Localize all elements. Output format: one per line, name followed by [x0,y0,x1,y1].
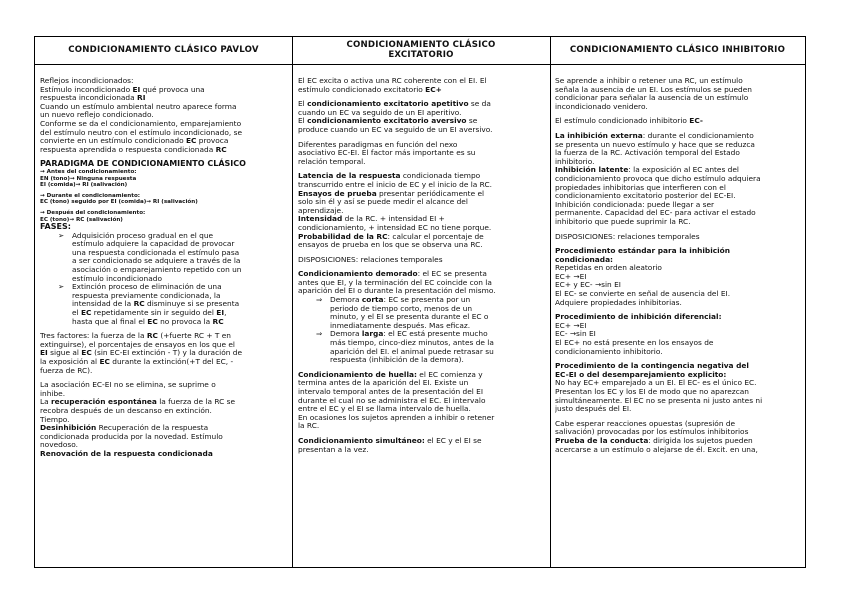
text-line: Latencia de la respuesta condicionada tiempo [298,171,481,181]
fases-list [40,232,288,327]
text-line: EC+ →EI [555,320,587,330]
text-line: Desinhibición Recuperación de la respuesta [40,423,209,433]
text-line: Reflejos incondicionados: [40,77,134,85]
list-item: ⇒ Demora larga: el EC está presente mucho más tiempo, cinco-diez minutos, antes de la aparición del EI. el animal puede retrasar su respuesta (inhibición de la demora). [316,329,494,365]
header-inhibitorio [550,45,805,55]
text-line: No hay EC+ emparejado a un EI. El EC- es el único EC. [555,378,757,388]
text-line: un nuevo reflejo condicionado. [40,110,154,120]
text-line: El EC excita o activa una RC coherente con el EI. El [298,77,487,85]
fases-heading: FASES: [40,222,71,232]
text-line: relación temporal. [298,156,366,166]
text-line: Cuando un estímulo ambiental neutro aparece forma [40,101,237,111]
header-pavlov [35,45,292,55]
text-line: presentan a la vez. [298,444,369,454]
text-line: condicionamiento, + intensidad EC no tiene porque. [298,222,492,232]
list-item: ➢ Extinción proceso de eliminación de una respuesta previamente condicionada, la intensidad de la RC disminuye si se presenta el EC repetidamente sin ir seguido del EI, hasta que al final el EC no provoca la RC [58,282,240,326]
text-line: justo después del EI. [555,404,632,414]
text-line: convierte en un estímulo condicionado EC provoca [40,136,229,146]
text-line: entre el EC y el EI se llama intervalo de huella. [298,404,471,414]
header-pavlov-text: CONDICIONAMIENTO CLÁSICO PAVLOV [68,45,259,55]
text-line: asociativo EC-EI. El factor más importante es su [298,148,476,158]
bullet-icon: ➢ [58,282,65,292]
text-line: condicionar para señalar la ausencia de un estímulo [555,93,749,103]
text-line: ensayos de prueba en los que se observa una RC. [298,240,483,250]
text-line: EC+ y EC- →sin EI [555,280,621,290]
header-inhibitorio-text: CONDICIONAMIENTO CLÁSICO INHIBITORIO [569,45,786,55]
text-line: Condicionamiento simultáneo: el EC y el EI se [298,435,482,445]
text-line: Estímulo incondicionado EI qué provoca una [40,84,205,94]
section-heading: condicionada: [555,254,614,264]
header-excitatorio [292,40,550,60]
text-line: estímulo condicionado excitatorio EC+ [298,84,442,94]
text-line: La recuperación espontánea la fuerza de la RC se [40,397,235,407]
text-line: novedoso. [40,440,78,450]
text-line: Renovación de la respuesta condicionada [40,448,213,458]
section-heading: Procedimiento estándar para la inhibición [555,246,730,256]
text-line: La inhibición externa: durante el condicionamiento [555,130,754,140]
arrow-icon: ⇒ [316,329,323,339]
text-line: la fuerza de la RC. Activación temporal del Estado [555,148,740,158]
text-line: Intensidad de la RC. + intensidad EI + [298,214,445,224]
paradigm-step: → Después del condicionamiento: [40,209,146,216]
text-line: señala la ausencia de un EI. Los estímulos se pueden [555,84,752,94]
text-line: fuerza de RC). [40,365,93,375]
text-line: Presentan los EC y los EI de modo que no aparezcan [555,387,749,396]
column-excitatorio [298,77,546,565]
text-line: durante el cual no se administra el EC. El intervalo [298,395,486,405]
text-line: condicionamiento excitatorio posterior del EC-EI. [555,191,736,201]
arrow-icon: ⇒ [316,295,323,305]
text-line: EI sigue al EC (sin EC-EI extinción - T) y la duración de [40,348,242,358]
list-item: ➢ Adquisición proceso gradual en el que estímulo adquiere la capacidad de provocar una respuesta condicionada el estímulo pasa a ser condicionado se adquiere a través de la asociación o emparejamiento repetido con un estímulo incondicionado [58,230,242,283]
text-line: se presenta un nuevo estímulo y hace que se reduzca [555,139,755,149]
text-line: acercarse a un estímulo o alejarse de él. Excit. en una, [555,444,758,454]
header-excitatorio-line2: EXCITATORIO [388,50,454,60]
text-line: En ocasiones los sujetos aprenden a inhibir o retener [298,412,495,422]
text-line: aparición del EI o durante la presentación del mismo. [298,286,496,296]
text-line: Repetidas en orden aleatorio [555,263,662,273]
text-line: Se aprende a inhibir o retener una RC, un estímulo [555,77,743,85]
text-line: condicionada producida por la novedad. Estímulo [40,431,223,441]
text-line: DISPOSICIONES: relaciones temporales [298,254,443,264]
paradigm-step: EC (tono) seguido por EI (comida)→ RI (salivación) [40,199,198,206]
paradigm-step: → Antes del condicionamiento: [40,168,137,175]
text-line: recobra después de un descanso en extinción. [40,405,212,415]
bullet-icon: ➢ [58,230,65,240]
text-line: produce cuando un EC va seguido de un EI aversivo. [298,124,493,134]
text-line: respuesta aprendida o respuesta condicionada RC [40,144,227,154]
section-heading: Procedimiento de inhibición diferencial: [555,312,722,322]
text-line: incondicionado venidero. [555,101,648,111]
text-line: El estímulo condicionado inhibitorio EC- [555,116,703,126]
text-line: El condicionamiento excitatorio apetitivo se da [298,99,491,109]
text-line: inhibitorio. [555,156,595,166]
text-line: propiedades inhibitorias que interfieren con el [555,182,726,192]
demora-list [298,296,546,365]
text-line: Tres factores: la fuerza de la RC (+fuerte RC + T en [40,331,231,341]
text-line: El EC- se convierte en señal de ausencia del EI. [555,289,731,299]
text-line: cuando un EC va seguido de un EI aperitivo. [298,107,462,117]
text-line: Condicionamiento de huella: el EC comienza y [298,369,483,379]
text-line: aprendizaje. [298,205,344,215]
text-line: la exposición al EC durante la extinción(+T del EC, - [40,357,234,366]
section-heading: EC-EI o del desemparejamiento explicito: [555,369,727,379]
paradigm-step: EN (tono)→ Ninguna respuesta [40,175,137,182]
text-line: inhibe. [40,388,66,398]
text-line: Diferentes paradigmas en función del nexo [298,139,458,149]
section-heading: Procedimiento de la contingencia negativa del [555,361,749,371]
text-line: Tiempo. [40,414,70,424]
text-line: solo sin él y así se puede medir el alcance del [298,197,468,207]
text-line: Prueba de la conducta: dirigida los sujetos pueden [555,435,753,445]
paradigm-step: EC (tono)→ RC (salivación) [40,216,123,223]
text-line: DISPOSICIONES: relaciones temporales [555,231,700,241]
text-line: condicionamiento inhibitorio. [555,346,663,356]
comparison-table [34,36,806,568]
text-line: Ensayos de prueba presentar periódicamente el [298,188,485,198]
paradigm-step: → Durante el condicionamiento: [40,192,141,199]
text-line: Conforme se da el condicionamiento, emparejamiento [40,118,242,128]
text-line: Probabilidad de la RC: calcular el porcentaje de [298,231,484,241]
text-line: del estímulo neutro con el estímulo incondicionado, se [40,127,242,137]
text-line: EC- →sin EI [555,329,596,339]
list-item: ⇒ Demora corta: EC se presenta por un periodo de tiempo corto, menos de un minuto, y el EI se presenta durante el EC o inmediatamente después. Mas eficaz. [316,295,489,330]
text-line: la RC. [298,421,320,431]
paradigm-step: EI (comida)→ RI (salivación) [40,182,128,189]
text-line: La asociación EC-EI no se elimina, se suprime o [40,380,216,390]
text-line: condicionamiento provoca que dicho estímulo adquiera [555,173,761,183]
text-line: Adquiere propiedades inhibitorias. [555,297,682,307]
text-line: transcurrido entre el inicio de EC y el inicio de la RC. [298,179,492,189]
text-line: salivación) provocadas por los estímulos inhibitorios [555,427,749,437]
text-line: El EC+ no está presente en los ensayos de [555,338,714,348]
text-line: inhibitorio que puede suprimir la RC. [555,216,691,226]
text-line: extinguirse), el porcentajes de ensayos en los que el [40,339,235,349]
text-line: Inhibición latente: la exposición al EC antes del [555,165,739,175]
column-inhibitorio [555,77,802,565]
text-line: El condicionamiento excitatorio aversivo se [298,116,478,126]
text-line: respuesta incondicionada RI [40,93,146,103]
text-line: EC+ →EI [555,271,587,281]
text-line: simultáneamente. El EC no se presenta ni justo antes ni [555,395,763,405]
text-line: Cabe esperar reacciones opuestas (supresión de [555,418,736,428]
paradigm-heading: PARADIGMA DE CONDICIONAMIENTO CLÁSICO [40,159,246,169]
text-line: permanente. Capacidad del EC- para activar el estado [555,208,756,218]
column-divider-2 [550,37,551,567]
text-line: termina antes de la aparición del EI. Existe un [298,378,469,388]
header-excitatorio-line1: CONDICIONAMIENTO CLÁSICO [346,40,496,50]
column-divider-1 [292,37,293,567]
text-line: antes que EI, y la terminación del EC coincide con la [298,277,492,287]
text-line: Inhibición condicionada: puede llegar a ser [555,199,715,209]
text-line: Condicionamiento demorado: el EC se presenta [298,269,487,279]
header-divider [35,64,805,65]
text-line: intervalo temporal antes de la presentación del EI [298,387,484,396]
column-pavlov [40,77,288,565]
